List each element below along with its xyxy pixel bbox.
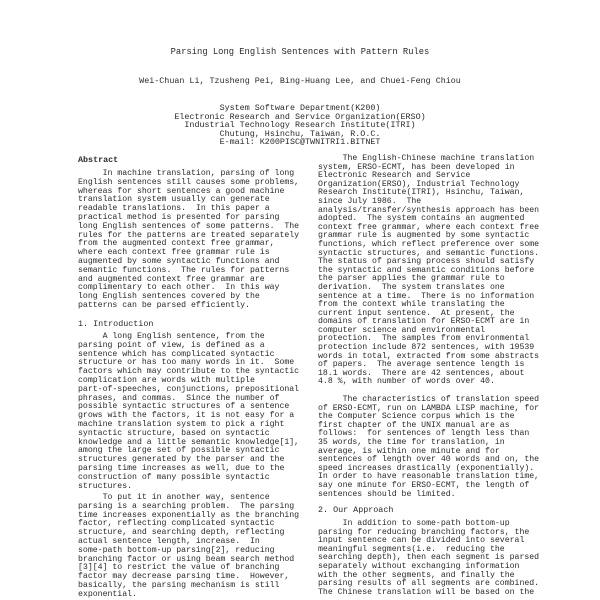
text-line: protection. The samples from environmental	[318, 334, 530, 344]
text-line: exponential.	[78, 589, 137, 599]
text-line: long English sentences of some patterns. The	[78, 221, 300, 231]
text-line: functions, which reflect preference over some	[318, 239, 540, 249]
text-line: actual sentence length, increase. In	[78, 536, 260, 546]
text-line: context free grammar, where each context free	[318, 222, 540, 232]
text-line: input sentence can be divided into several	[318, 536, 525, 546]
text-line: machine translation system to pick a right	[78, 419, 285, 429]
text-line: time increases exponentially as the branching	[78, 510, 300, 520]
text-line: System Software Department(K200)	[219, 103, 381, 113]
text-line: of ERSO-ECMT, run on LAMBDA LISP machine, for	[318, 403, 540, 413]
text-line: Electronic Research and Service	[318, 171, 471, 181]
text-line: separately without exchanging information	[318, 561, 520, 571]
text-line: analysis/transfer/synthesis approach has been	[318, 205, 540, 215]
text-line: A long English sentence, from the	[78, 332, 265, 341]
text-line: English sentences still causes some problems,	[78, 177, 300, 187]
text-line: The Chinese translation will be based on the	[318, 587, 535, 597]
text-line: computer science and environmental	[318, 325, 486, 335]
text-line: Electronic Research and Service Organization(ERSO)	[174, 111, 426, 122]
text-line: derivation. The system translates one	[318, 282, 505, 292]
text-line: from the augmented context free grammar,	[78, 239, 275, 249]
paper-title: Parsing Long English Sentences with Pattern Rules	[170, 47, 430, 57]
text-line: syntactic structure, based on syntactic	[78, 428, 270, 438]
text-line: 35 words, the time for translation, in	[318, 437, 505, 447]
text-line: from the context while translating the	[318, 300, 505, 310]
text-line: the Computer Science corpus which is the	[318, 412, 515, 422]
text-line: parsing point of view, is defined as a	[78, 340, 265, 350]
text-line: E-mail: K200PISC@TWNITRI1.BITNET	[219, 137, 381, 148]
right-paragraph-2	[318, 396, 539, 499]
text-line: words in total, extracted from some abstracts	[318, 351, 540, 361]
text-line: practical method is presented for parsing	[78, 212, 280, 222]
text-line: The status of parsing process should satisfy	[318, 257, 535, 267]
text-line: sentences should be limited.	[318, 489, 456, 499]
text-line: factor may decrease parsing time. However,	[78, 572, 290, 582]
text-line: Chutung, Hsinchu, Taiwan, R.O.C.	[219, 128, 381, 139]
text-line: structure, and searching depth, reflecting	[78, 528, 285, 538]
text-line: construction of many possible syntactic	[78, 472, 270, 482]
text-line: whereas for short sentences a good machine	[78, 186, 285, 196]
text-line: To put it in another way, sentence	[78, 493, 270, 502]
text-line: since July 1986. The	[318, 196, 422, 206]
text-line: factor, reflecting complicated syntactic	[78, 519, 275, 529]
text-line: system, ERSO-ECMT, has been developed in	[318, 162, 515, 172]
text-line: readable translations. In this paper a	[78, 204, 270, 214]
text-line: In addition to some-path bottom-up	[318, 519, 510, 528]
text-line: protection include 872 sentences, with 19539	[318, 343, 535, 353]
text-line: knowledge and a little semantic knowledge[1],	[78, 437, 300, 447]
text-line: among the large set of possible syntactic	[78, 446, 280, 456]
text-line: the parser applies the grammar rule to	[318, 274, 505, 284]
text-line: with the other segments, and finally the	[318, 570, 515, 580]
text-line: grows with the factors, it is not easy for a	[78, 411, 295, 421]
text-line: current input sentence. At present, the	[318, 308, 515, 318]
text-line: 18.1 words. There are 42 sentences, about	[318, 368, 525, 378]
text-line: say one minute for ERSO-ECMT, the length of	[318, 480, 530, 490]
text-line: translation system usually can generate	[78, 195, 270, 205]
text-line: structures.	[78, 481, 133, 491]
text-line: structures generated by the parser and the	[78, 455, 285, 465]
text-line: rules for the patterns are treated separately	[78, 230, 300, 240]
abstract-body	[78, 170, 299, 311]
text-line: domains of translation for ERSO-ECMT are in	[318, 317, 530, 327]
text-line: the syntactic and semantic conditions before	[318, 265, 535, 275]
text-line: average, is within one minute and for	[318, 446, 500, 456]
text-line: The English-Chinese machine translation	[318, 154, 535, 163]
text-line: possible syntactic structures of a sentence	[78, 402, 290, 412]
text-line: structure or has too many words in it. Some	[78, 358, 295, 368]
text-line: where each context free grammar rule is	[78, 248, 270, 258]
text-line: 4.8 %, with number of words over 40.	[318, 377, 495, 387]
text-line: and augmented context free grammar are	[78, 274, 265, 284]
text-line: sentence which has complicated syntactic	[78, 349, 275, 359]
text-line: part-of-speeches, conjunctions, prepositional	[78, 384, 300, 394]
text-line: syntactic structures, and semantic functions.	[318, 248, 540, 258]
text-line: phrases, and commas. Since the number of	[78, 393, 280, 403]
text-line: grammar rule is augmented by some syntactic	[318, 231, 530, 241]
text-line: [3][4] to restrict the value of branching	[78, 563, 280, 573]
text-line: patterns can be parsed efficiently.	[78, 300, 250, 310]
text-line: complication are words with multiple	[78, 375, 255, 385]
introduction-heading: 1. Introduction	[78, 319, 154, 329]
text-line: semantic functions. The rules for patterns	[78, 265, 290, 275]
text-line: long English sentences covered by the	[78, 292, 260, 302]
right-paragraph-1	[318, 155, 539, 387]
affiliation	[0, 104, 600, 147]
text-line: Organization(ERSO), Industrial Technology	[318, 179, 520, 189]
text-line: The characteristics of translation speed	[318, 395, 540, 404]
text-line: adopted. The system contains an augmented	[318, 214, 525, 224]
right-paragraph-3	[318, 520, 539, 597]
text-line: sentence at a time. There is no information	[318, 291, 535, 301]
introduction-paragraph-2	[78, 494, 299, 600]
text-line: sentences of length over 40 words and on, the	[318, 455, 540, 465]
text-line: Research Institute(ITRI), Hsinchu, Taiwan,	[318, 188, 525, 198]
text-line: speed increases drastically (exponentially).	[318, 463, 535, 473]
text-line: parsing for reducing branching factors, the	[318, 527, 530, 537]
text-line: parsing is a searching problem. The parsing	[78, 501, 295, 511]
abstract-heading: Abstract	[78, 155, 119, 165]
text-line: follows: for sentences of length less than	[318, 429, 530, 439]
text-line: branching factor or using beam search method	[78, 554, 295, 564]
authors: Wei-Chuan Li, Tzusheng Pei, Bing-Huang Lee, and Chuei-Feng Chiou	[139, 76, 461, 86]
text-line: parsing time increases as well, due to the	[78, 463, 285, 473]
approach-heading: 2. Our Approach	[318, 505, 394, 515]
text-line: augmented by some syntactic functions and	[78, 256, 280, 266]
text-line: complimentary to each other. In this way	[78, 283, 280, 293]
introduction-paragraph-1	[78, 333, 299, 491]
text-line: In order to have reasonable translation time,	[318, 472, 540, 482]
text-line: some-path bottom-up parsing[2], reducing	[78, 545, 275, 555]
text-line: Industrial Technology Research Institute(ITRI)	[184, 120, 416, 131]
text-line: In machine translation, parsing of long	[78, 169, 295, 178]
text-line: meaningful segments(i.e. reducing the	[318, 544, 505, 554]
text-line: first chapter of the UNIX manual are as	[318, 420, 510, 430]
text-line: parsing results of all segments are combined.	[318, 579, 540, 589]
text-line: factors which may contribute to the syntactic	[78, 367, 300, 377]
text-line: of papers. The average sentence length is	[318, 360, 525, 370]
text-line: basically, the parsing mechanism is still	[78, 580, 280, 590]
text-line: searching depth), then each segment is parsed	[318, 553, 540, 563]
